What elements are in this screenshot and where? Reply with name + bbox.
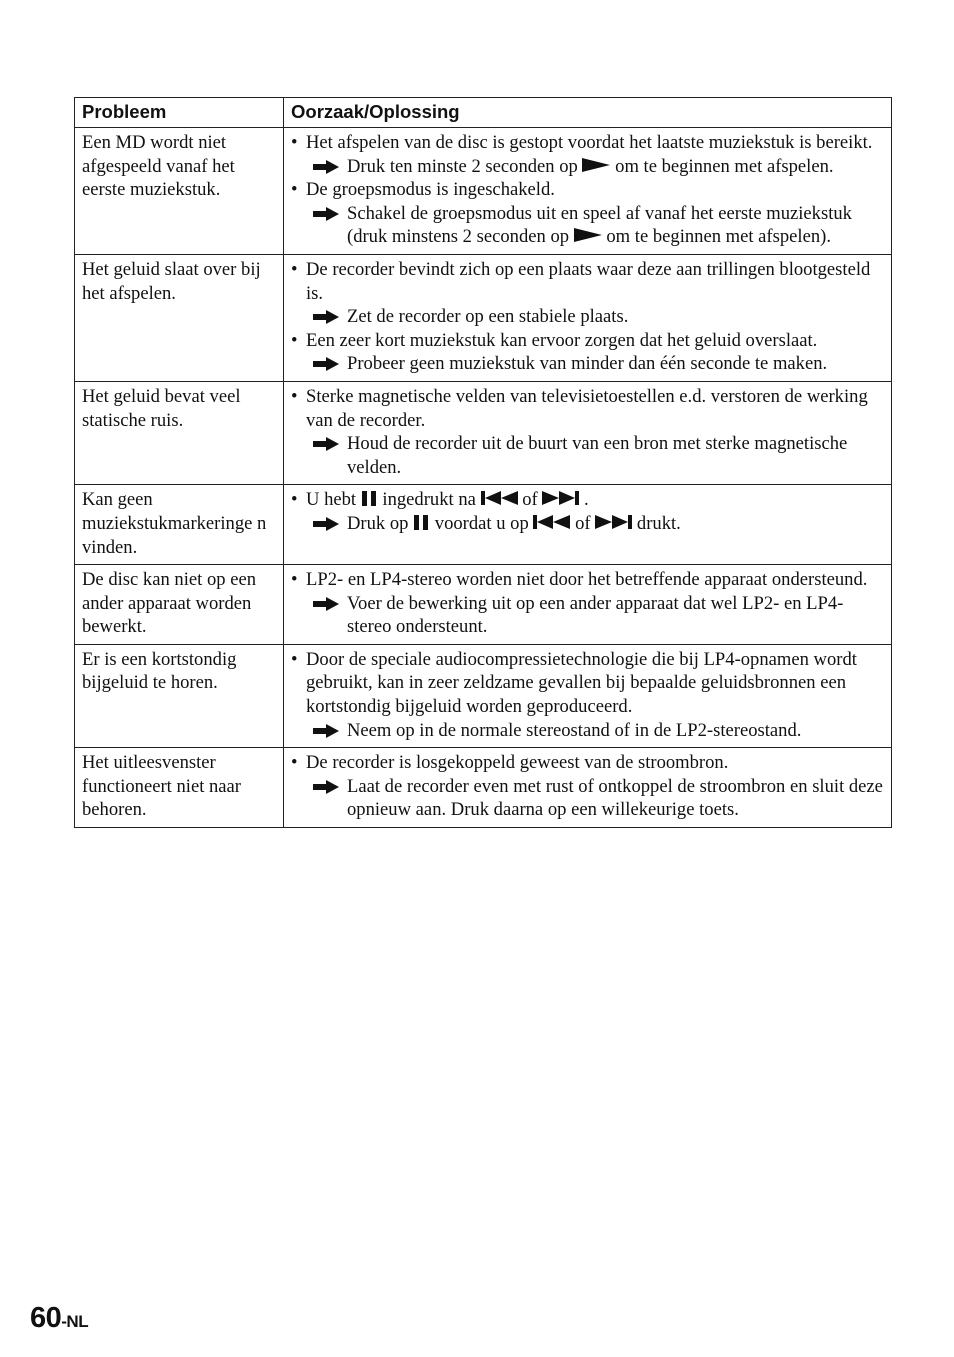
problem-text: Het uitleesvenster functioneert niet naar behoren. [82, 752, 242, 821]
cause-text: De recorder is losgekoppeld geweest van de stroombron. [306, 752, 729, 774]
bullet: • [291, 329, 298, 351]
bullet: • [291, 569, 298, 591]
problem-text: Kan geen muziekstukmarkeringe n vinden. [82, 489, 267, 558]
cause-text-part: . [584, 489, 589, 511]
arrow-right-icon [313, 724, 339, 738]
bullet: • [291, 752, 298, 774]
problem-cell [75, 565, 284, 645]
arrow-right-icon [313, 780, 339, 794]
solution-text: Houd de recorder uit de buurt van een bron met sterke magnetische velden. [347, 433, 848, 478]
solution-item [291, 512, 884, 536]
solution-item [291, 305, 884, 329]
cause-item [291, 751, 884, 775]
problem-text: Een MD wordt niet afgespeeld vanaf het eerste muziekstuk. [82, 132, 235, 201]
cause-text: Door de speciale audiocompressietechnologie die bij LP4-opnamen wordt gebruikt, kan in zeer zeldzame gevallen bij bepaalde geluidsbronnen een kortstondig bijgeluid worden geproduceerd. [306, 648, 857, 718]
cause-item [291, 648, 884, 719]
previous-icon [481, 489, 518, 510]
cause-item [291, 178, 884, 202]
play-icon [582, 156, 610, 177]
solution-text-before: Druk ten minste 2 seconden op [347, 155, 578, 177]
arrow-right-icon [313, 357, 339, 371]
arrow-right-icon [313, 207, 339, 221]
solution-text: Laat de recorder even met rust of ontkoppel de stroombron en sluit deze opnieuw aan. Druk daarna op een willekeurige toets. [347, 775, 883, 821]
arrow-right-icon [313, 310, 339, 324]
page-number [30, 1298, 88, 1342]
cause-text: De groepsmodus is ingeschakeld. [306, 179, 555, 201]
problem-cell [75, 381, 284, 484]
arrow-right-icon [313, 517, 339, 531]
table-body [75, 128, 892, 828]
pause-icon [361, 489, 378, 510]
cause-text: De recorder bevindt zich op een plaats waar deze aan trillingen blootgesteld is. [306, 258, 871, 304]
solution-item [291, 155, 884, 179]
table-row [75, 381, 892, 484]
next-icon [595, 513, 632, 534]
solution-text-part: Druk op [347, 512, 409, 534]
cause-solution-cell [284, 128, 892, 255]
solution-item [291, 352, 884, 376]
header-cause-solution: Oorzaak/Oplossing [284, 98, 892, 128]
cause-solution-cell [284, 381, 892, 484]
cause-solution-cell [284, 254, 892, 381]
cause-item [291, 258, 884, 305]
solution-text-part: drukt. [636, 512, 681, 534]
page-number-suffix: -NL [61, 1312, 89, 1331]
cause-solution-cell [284, 565, 892, 645]
solution-item [291, 775, 884, 822]
solution-item [291, 202, 884, 249]
solution-item [291, 592, 884, 639]
next-icon [542, 489, 579, 510]
problem-text: Het geluid slaat over bij het afspelen. [82, 258, 261, 304]
solution-text-part: of [575, 512, 591, 534]
solution-text-part: voordat u op [434, 512, 529, 534]
bullet: • [291, 258, 298, 280]
table-row [75, 485, 892, 565]
bullet: • [291, 648, 298, 670]
header-problem: Probleem [75, 98, 284, 128]
cause-item [291, 329, 884, 353]
cause-text-part: of [522, 489, 538, 511]
cause-text-part: ingedrukt na [382, 489, 476, 511]
solution-text: Neem op in de normale stereostand of in de LP2-stereostand. [347, 719, 802, 741]
cause-text-part: U hebt [306, 489, 357, 511]
table-row [75, 644, 892, 747]
bullet: • [291, 132, 298, 153]
problem-text: Het geluid bevat veel statische ruis. [82, 385, 241, 431]
page-number-value: 60 [30, 1302, 62, 1334]
cause-solution-cell [284, 748, 892, 828]
bullet: • [291, 179, 298, 201]
cause-item [291, 385, 884, 432]
cause-solution-cell [284, 644, 892, 747]
problem-text: Er is een kortstondig bijgeluid te horen. [82, 648, 237, 694]
solution-text: Voer de bewerking uit op een ander apparaat dat wel LP2- en LP4-stereo ondersteunt. [347, 592, 844, 638]
arrow-right-icon [313, 597, 339, 611]
solution-text-after: om te beginnen met afspelen. [615, 155, 834, 177]
table-row [75, 128, 892, 255]
cause-text: Sterke magnetische velden van televisietoestellen e.d. verstoren de werking van de recorder. [306, 385, 868, 431]
problem-cell [75, 748, 284, 828]
arrow-right-icon [313, 437, 339, 451]
solution-text-after: om te beginnen met afspelen). [606, 226, 831, 248]
bullet: • [291, 489, 298, 511]
cause-text: LP2- en LP4-stereo worden niet door het betreffende apparaat ondersteund. [306, 569, 868, 591]
play-icon [574, 226, 602, 247]
cause-text: Het afspelen van de disc is gestopt voordat het laatste muziekstuk is bereikt. [306, 132, 873, 153]
problem-cell [75, 644, 284, 747]
cause-item [291, 488, 884, 512]
table-row [75, 748, 892, 828]
problem-cell [75, 254, 284, 381]
problem-cell [75, 485, 284, 565]
solution-text: Zet de recorder op een stabiele plaats. [347, 306, 629, 328]
solution-item [291, 432, 884, 479]
table-row [75, 565, 892, 645]
pause-icon [413, 513, 430, 534]
cause-item [291, 131, 884, 155]
previous-icon [533, 513, 570, 534]
problem-text: De disc kan niet op een ander apparaat worden bewerkt. [82, 569, 256, 638]
cause-item [291, 568, 884, 592]
table-row [75, 254, 892, 381]
bullet: • [291, 385, 298, 407]
cause-solution-cell [284, 485, 892, 565]
problem-cell [75, 128, 284, 255]
cause-text: Een zeer kort muziekstuk kan ervoor zorgen dat het geluid overslaat. [306, 329, 818, 351]
table-header-row [75, 98, 892, 128]
arrow-right-icon [313, 160, 339, 174]
solution-item [291, 719, 884, 743]
troubleshooting-table [74, 97, 892, 828]
solution-text: Probeer geen muziekstuk van minder dan één seconde te maken. [347, 353, 828, 375]
solution-text-before: Schakel de groepsmodus uit en speel af vanaf het eerste muziekstuk (druk minstens 2 seconden op [347, 202, 852, 248]
